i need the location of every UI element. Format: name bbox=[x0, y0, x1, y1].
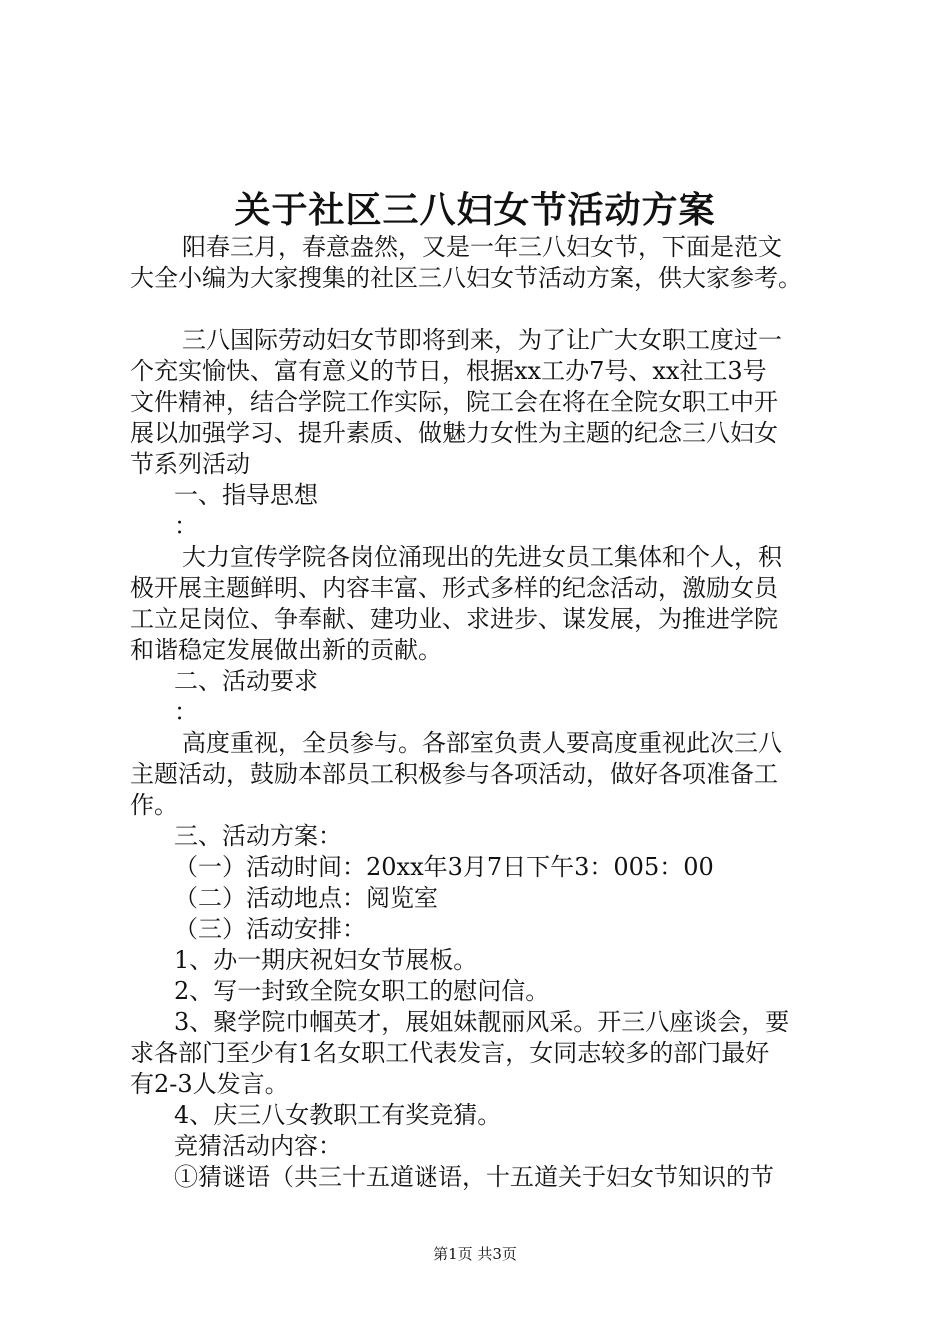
list-item: （三）活动安排： bbox=[174, 915, 366, 943]
document-body bbox=[130, 232, 830, 1193]
paragraph-line: 高度重视，全员参与。各部室负责人要高度重视此次三八 bbox=[182, 729, 782, 757]
paragraph-line: 主题活动，鼓励本部员工积极参与各项活动，做好各项准备工 bbox=[130, 760, 778, 788]
paragraph-line: 工立足岗位、争奉献、建功业、求进步、谋发展，为推进学院 bbox=[130, 605, 778, 633]
paragraph-line: 和谐稳定发展做出新的贡献。 bbox=[130, 636, 442, 664]
paragraph-line: 求各部门至少有1名女职工代表发言，女同志较多的部门最好 bbox=[130, 1039, 770, 1067]
section-colon: ： bbox=[174, 512, 198, 540]
paragraph-line: 极开展主题鲜明、内容丰富、形式多样的纪念活动，激励女员 bbox=[130, 574, 778, 602]
list-item: （一）活动时间：20xx年3月7日下午3：005：00 bbox=[174, 853, 714, 881]
section-colon: ： bbox=[174, 698, 198, 726]
document-title: 关于社区三八妇女节活动方案 bbox=[234, 189, 716, 231]
list-item: 3、聚学院巾帼英才，展姐妹靓丽风采。开三八座谈会，要 bbox=[174, 1008, 790, 1036]
section-heading: 二、活动要求 bbox=[174, 667, 318, 695]
section-heading: 三、活动方案： bbox=[174, 822, 342, 850]
intro-line: 阳春三月，春意盎然，又是一年三八妇女节，下面是范文 bbox=[182, 233, 782, 261]
list-item: 1、办一期庆祝妇女节展板。 bbox=[174, 946, 478, 974]
paragraph-line: 大力宣传学院各岗位涌现出的先进女员工集体和个人，积 bbox=[182, 543, 782, 571]
section-heading: 一、指导思想 bbox=[174, 481, 318, 509]
intro-line: 大全小编为大家搜集的社区三八妇女节活动方案，供大家参考。 bbox=[130, 264, 802, 292]
list-item: 2、写一封致全院女职工的慰问信。 bbox=[174, 977, 550, 1005]
list-item: （二）活动地点：阅览室 bbox=[174, 884, 438, 912]
paragraph-line: 文件精神，结合学院工作实际，院工会在将在全院女职工中开 bbox=[130, 388, 778, 416]
paragraph-line: 有2-3人发言。 bbox=[130, 1070, 289, 1098]
paragraph-line: 展以加强学习、提升素质、做魅力女性为主题的纪念三八妇女 bbox=[130, 419, 778, 447]
list-item: 4、庆三八女教职工有奖竞猜。 bbox=[174, 1101, 502, 1129]
paragraph-line: 个充实愉快、富有意义的节日，根据xx工办7号、xx社工3号 bbox=[130, 357, 767, 385]
page-footer: 第1页 共3页 bbox=[433, 1245, 517, 1263]
paragraph-line: 作。 bbox=[130, 791, 178, 819]
paragraph-line: 三八国际劳动妇女节即将到来，为了让广大女职工度过一 bbox=[182, 326, 782, 354]
paragraph-gap bbox=[130, 294, 830, 325]
list-item: 竞猜活动内容： bbox=[174, 1132, 342, 1160]
list-item: ①猜谜语（共三十五道谜语，十五道关于妇女节知识的节 bbox=[174, 1163, 774, 1191]
paragraph-line: 节系列活动 bbox=[130, 450, 250, 478]
